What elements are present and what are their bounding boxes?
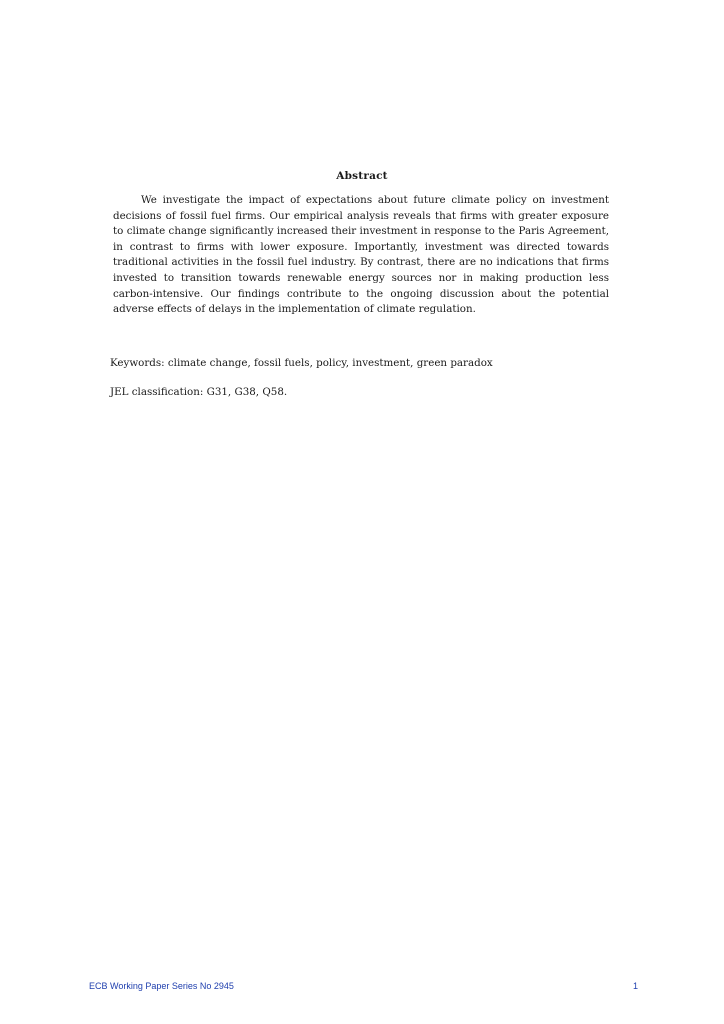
jel-classification: JEL classification: G31, G38, Q58. bbox=[110, 386, 288, 398]
keywords-line: Keywords: climate change, fossil fuels, policy, investment, green paradox bbox=[110, 357, 493, 369]
footer-series-link[interactable]: ECB Working Paper Series No 2945 bbox=[89, 981, 234, 991]
abstract-heading: Abstract bbox=[336, 170, 388, 182]
abstract-text: We investigate the impact of expectations about future climate policy on investment decisions of fossil fuel firms. Our empirical analysis reveals that firms with greater exposure to climate change significantly increased their investment in response to the Paris Agreement, in contrast to firms with lower exposure. Importantly, investment was directed towards traditional activities in the fossil fuel industry. By contrast, there are no indications that firms invested to transition towards renewable energy sources nor in making production less carbon-intensive. Our findings contribute to the ongoing discussion about the potential adverse effects of delays in the implementation of climate regulation. bbox=[113, 194, 609, 316]
page-number: 1 bbox=[632, 981, 638, 991]
